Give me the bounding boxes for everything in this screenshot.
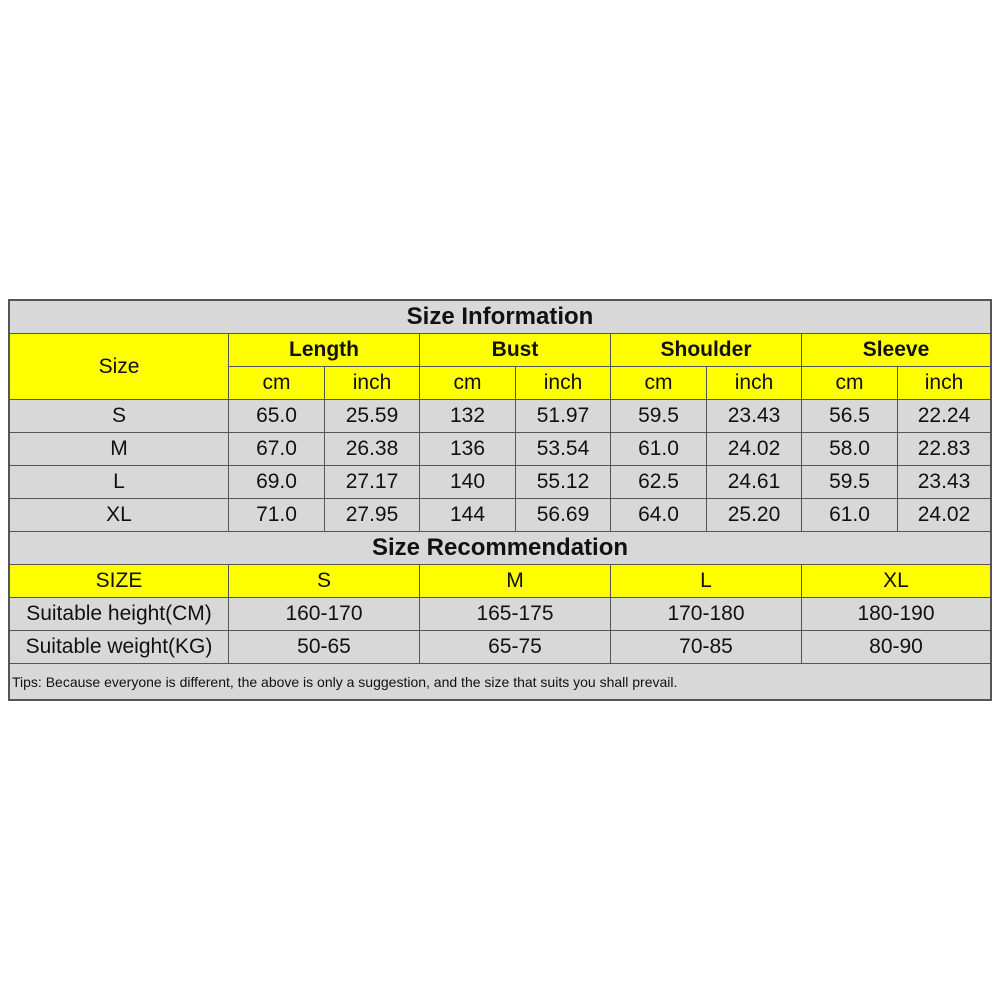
bust-header: Bust — [420, 334, 611, 367]
table-cell: 24.02 — [707, 433, 802, 466]
table-cell: 22.83 — [898, 433, 990, 466]
table-cell: 170-180 — [611, 598, 802, 631]
table-cell: 80-90 — [802, 631, 990, 664]
table-cell: 67.0 — [229, 433, 325, 466]
table-cell: 70-85 — [611, 631, 802, 664]
table-cell: 65-75 — [420, 631, 611, 664]
table-cell: 24.02 — [898, 499, 990, 532]
size-column-header: Size — [10, 334, 229, 400]
shoulder-cm-header: cm — [611, 367, 707, 400]
table-cell: 59.5 — [611, 400, 707, 433]
shoulder-header: Shoulder — [611, 334, 802, 367]
table-cell: 65.0 — [229, 400, 325, 433]
sleeve-cm-header: cm — [802, 367, 898, 400]
table-cell: 24.61 — [707, 466, 802, 499]
bust-cm-header: cm — [420, 367, 516, 400]
table-cell: 165-175 — [420, 598, 611, 631]
recommendation-size-s: S — [229, 565, 420, 598]
table-cell: 64.0 — [611, 499, 707, 532]
shoulder-inch-header: inch — [707, 367, 802, 400]
table-cell: 27.17 — [325, 466, 420, 499]
recommendation-size-header: SIZE — [10, 565, 229, 598]
size-label-s: S — [10, 400, 229, 433]
table-cell: 23.43 — [898, 466, 990, 499]
suitable-weight-label: Suitable weight(KG) — [10, 631, 229, 664]
size-information-title: Size Information — [10, 301, 990, 334]
table-cell: 56.5 — [802, 400, 898, 433]
recommendation-size-m: M — [420, 565, 611, 598]
bust-inch-header: inch — [516, 367, 611, 400]
tips-note: Tips: Because everyone is different, the above is only a suggestion, and the size that suits you shall prevail. — [10, 664, 990, 699]
length-cm-header: cm — [229, 367, 325, 400]
table-cell: 140 — [420, 466, 516, 499]
table-cell: 22.24 — [898, 400, 990, 433]
table-cell: 136 — [420, 433, 516, 466]
recommendation-size-l: L — [611, 565, 802, 598]
table-cell: 62.5 — [611, 466, 707, 499]
sleeve-inch-header: inch — [898, 367, 990, 400]
table-cell: 55.12 — [516, 466, 611, 499]
table-cell: 50-65 — [229, 631, 420, 664]
table-cell: 180-190 — [802, 598, 990, 631]
table-cell: 132 — [420, 400, 516, 433]
size-recommendation-title: Size Recommendation — [10, 532, 990, 565]
size-chart-table — [8, 299, 992, 701]
sleeve-header: Sleeve — [802, 334, 990, 367]
suitable-height-label: Suitable height(CM) — [10, 598, 229, 631]
table-cell: 56.69 — [516, 499, 611, 532]
table-cell: 144 — [420, 499, 516, 532]
table-cell: 160-170 — [229, 598, 420, 631]
size-label-l: L — [10, 466, 229, 499]
table-cell: 53.54 — [516, 433, 611, 466]
length-inch-header: inch — [325, 367, 420, 400]
table-cell: 27.95 — [325, 499, 420, 532]
size-label-xl: XL — [10, 499, 229, 532]
table-cell: 71.0 — [229, 499, 325, 532]
table-cell: 51.97 — [516, 400, 611, 433]
table-cell: 26.38 — [325, 433, 420, 466]
table-cell: 25.20 — [707, 499, 802, 532]
table-cell: 58.0 — [802, 433, 898, 466]
length-header: Length — [229, 334, 420, 367]
table-cell: 61.0 — [611, 433, 707, 466]
table-cell: 25.59 — [325, 400, 420, 433]
table-cell: 23.43 — [707, 400, 802, 433]
table-cell: 69.0 — [229, 466, 325, 499]
table-cell: 61.0 — [802, 499, 898, 532]
recommendation-size-xl: XL — [802, 565, 990, 598]
size-label-m: M — [10, 433, 229, 466]
table-cell: 59.5 — [802, 466, 898, 499]
